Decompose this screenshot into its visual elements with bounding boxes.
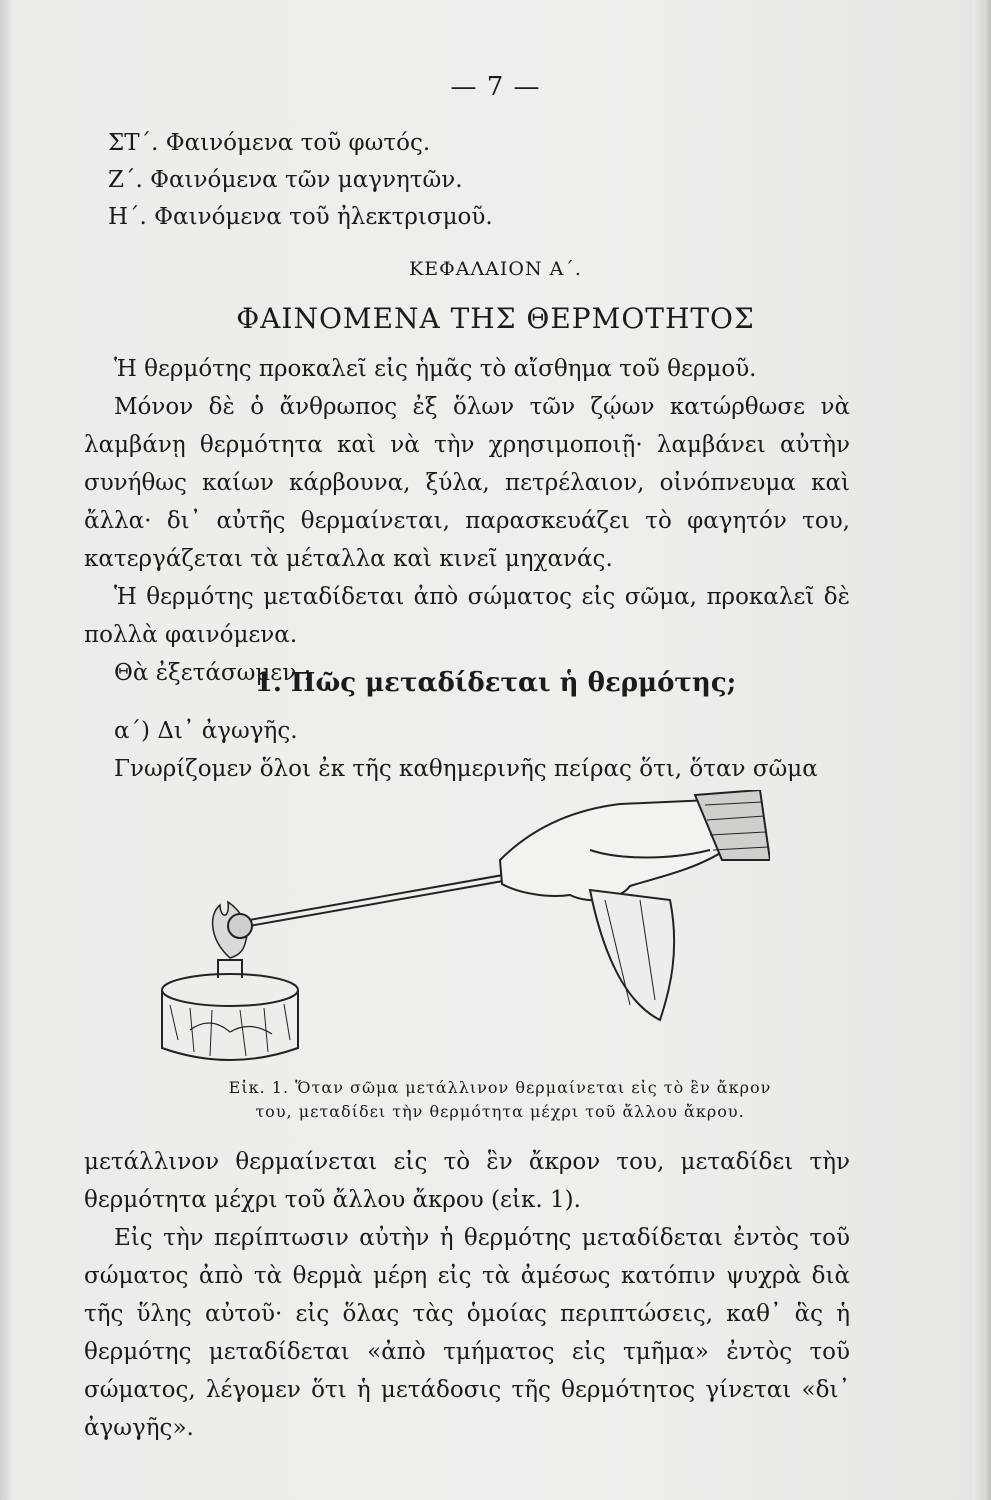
paragraph: Μόνον δὲ ὁ ἄνθρωπος ἐξ ὅλων τῶν ζῴων κατώρθωσε νὰ λαμβάνῃ θερμότητα καὶ νὰ τὴν χρησιμοποιῇ· λαμβάνει αὐτὴν συνήθως καίων κάρβουνα, ξύλα, πετρέλαιον, οἰνόπνευμα καὶ ἄλλα· δι᾿ αὐτῆς θερμαίνεται, παρασκευάζει τὸ φαγητόν του, κατεργάζεται τὰ μέταλλα καὶ κινεῖ μηχανάς. [84,394,850,572]
spirit-lamp [162,960,298,1060]
paragraph: μετάλλινον θερμαίνεται εἰς τὸ ἓν ἄκρον του, μεταδίδει τὴν θερμότητα μέχρι τοῦ ἄλλου ἄκρου (εἰκ. 1). [84,1149,850,1213]
figure-hand-rod-flame [150,790,770,1080]
section-heading: 1. Πῶς μεταδίδεται ἡ θερμότης; [254,668,737,698]
subsection-text [84,712,850,788]
paragraph: Εἰς τὴν περίπτωσιν αὐτὴν ἡ θερμότης μεταδίδεται ἐντὸς τοῦ σώματος ἀπὸ τὰ θερμὰ μέρη εἰς τὰ ἀμέσως κατόπιν ψυχρὰ διὰ τῆς ὕλης αὐτοῦ· εἰς ὅλας τὰς ὁμοίας περιπτώσεις, καθ᾿ ἃς ἡ θερμότης μεταδίδεται «ἀπὸ τμήματος εἰς τμῆμα» ἐντὸς τοῦ σώματος, λέγομεν ὅτι ἡ μετάδοσις τῆς θερμότητος γίνεται «δι᾿ ἀγωγῆς». [84,1225,850,1441]
caption-line: Εἰκ. 1. Ὅταν σῶμα μετάλλινον θερμαίνεται εἰς τὸ ἓν ἄκρον [228,1078,772,1097]
paragraph: Θὰ ἐξετάσωμεν : [114,660,312,686]
caption-line: του, μεταδίδει τὴν θερμότητα μέχρι τοῦ ἄλλου ἄκρου. [255,1102,745,1121]
figure-caption [150,1076,850,1124]
subsection-title: α΄) Δι᾿ ἀγωγῆς. [114,718,298,744]
page-number: — 7 — [450,72,541,102]
intro-text [84,350,850,692]
body-text [84,1143,850,1447]
list-item: ΣΤ΄. Φαινόμενα τοῦ φωτός. [108,130,431,156]
paragraph: Γνωρίζομεν ὅλοι ἐκ τῆς καθημερινῆς πείρας ὅτι, ὅταν σῶμα [114,756,818,782]
list-item: Η΄. Φαινόμενα τοῦ ἠλεκτρισμοῦ. [108,204,493,230]
paragraph: Ἡ θερμότης προκαλεῖ εἰς ἡμᾶς τὸ αἴσθημα τοῦ θερμοῦ. [114,356,757,382]
list-item: Ζ΄. Φαινόμενα τῶν μαγνητῶν. [108,167,463,193]
metal-rod [228,872,520,938]
chapter-label: ΚΕΦΑΛΑΙΟΝ Α΄. [409,258,582,280]
page-edge [973,0,991,1500]
chapter-title: ΦΑΙΝΟΜΕΝΑ ΤΗΣ ΘΕΡΜΟΤΗΤΟΣ [236,302,755,335]
topic-list [108,124,874,235]
paragraph: Ἡ θερμότης μεταδίδεται ἀπὸ σώματος εἰς σῶμα, προκαλεῖ δὲ πολλὰ φαινόμενα. [84,584,850,648]
hand [500,800,725,1020]
